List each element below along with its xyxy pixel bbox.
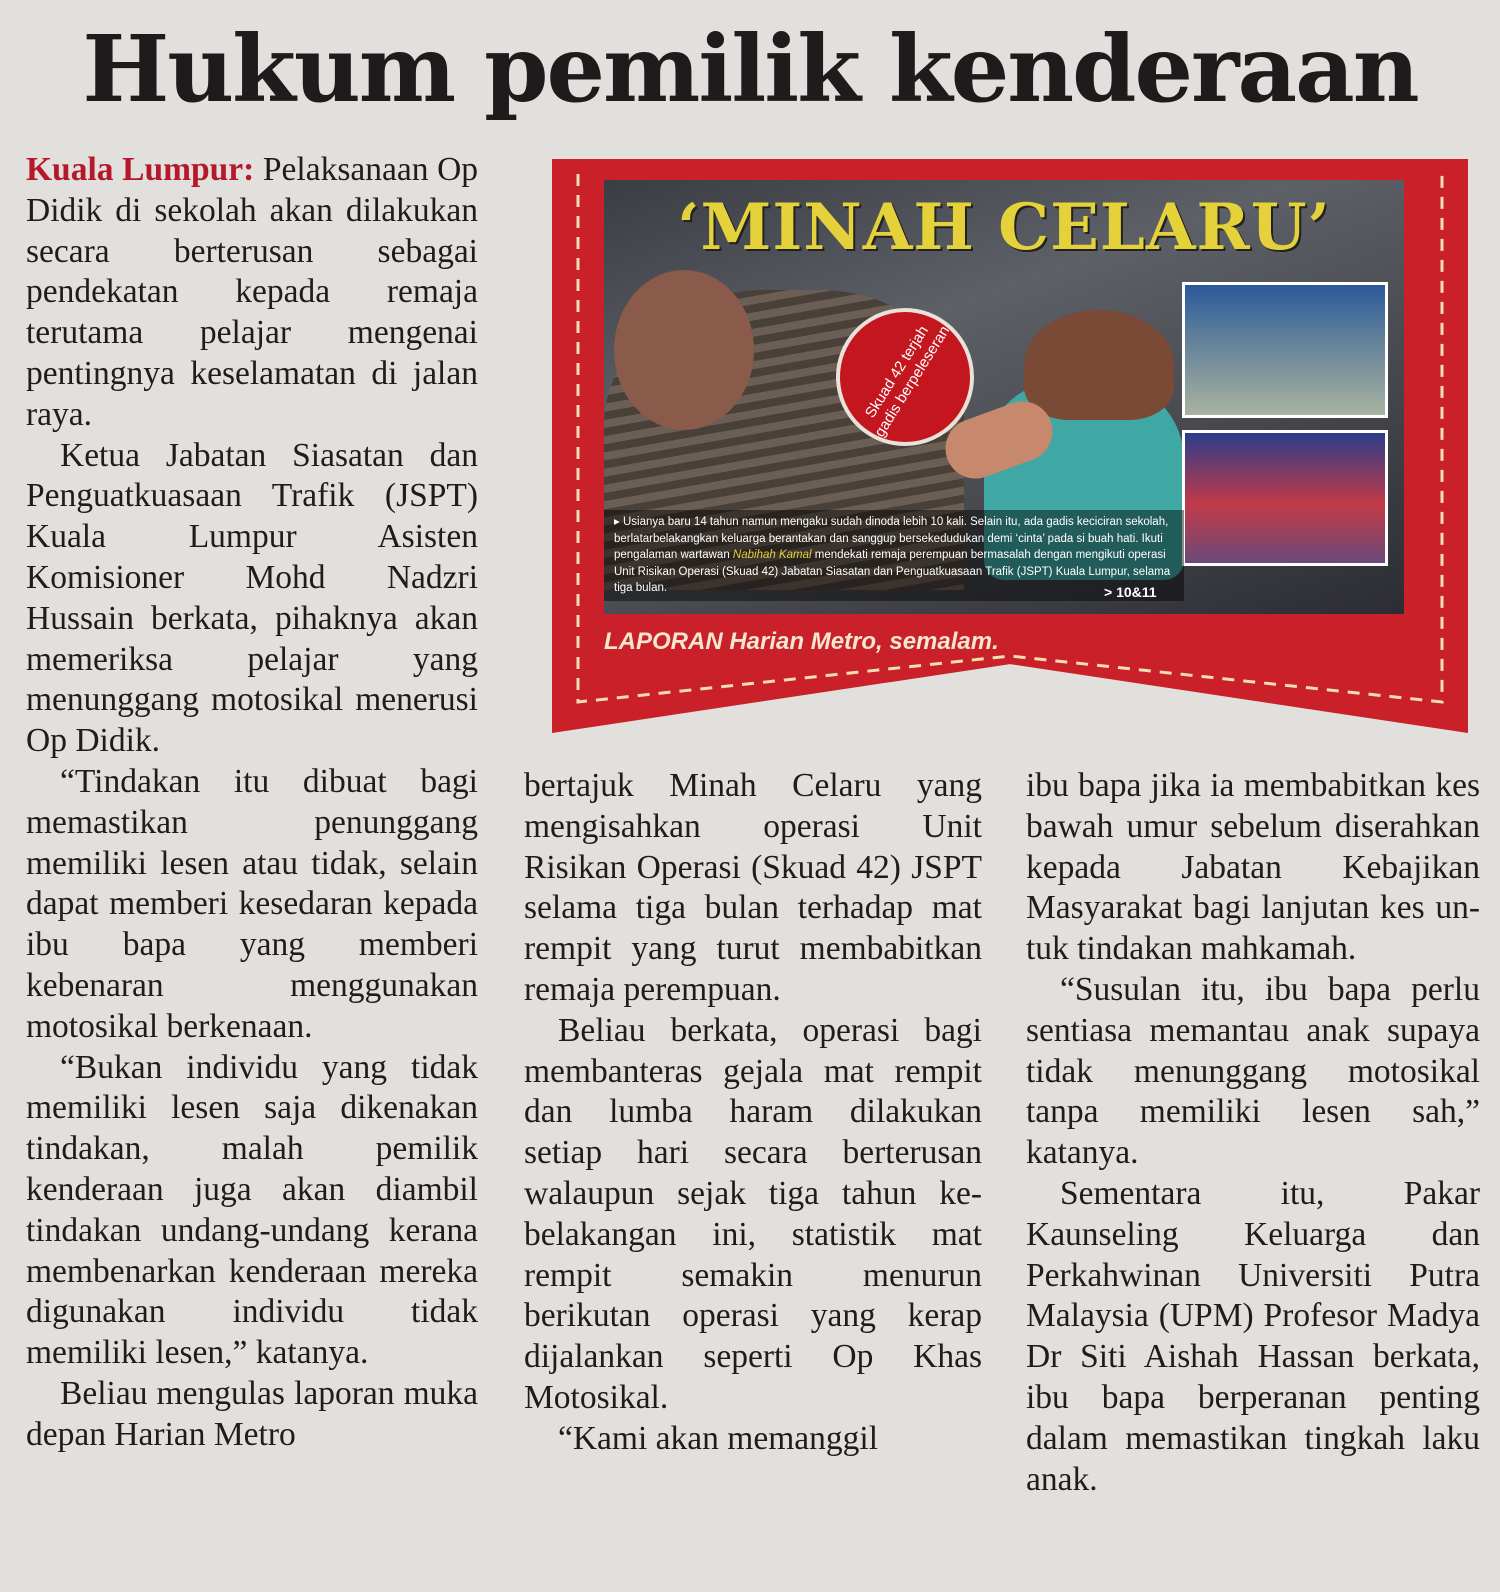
paragraph: “Bukan individu yang tidak memiliki lesen saja dikenakan tindakan, malah pemilik kenderaan juga akan diambil tindakan undang-undang kerana membenarkan kenderaan mereka digunakan individu tidak memiliki lesen,” katanya.	[26, 1048, 478, 1372]
inset-photo-crowd	[1182, 430, 1388, 566]
article-column-3	[1026, 766, 1480, 1500]
inset-photo-motorcycles	[1182, 282, 1388, 418]
promo-caption	[604, 510, 1184, 601]
promo-badge-text: Skuad 42 terjah gadis berpeleseran	[861, 322, 954, 441]
photo-hair	[614, 270, 754, 430]
paragraph: “Kami akan memanggil	[558, 1419, 879, 1457]
paragraph	[26, 150, 478, 436]
promo-caption-text: mendekati remaja perempuan bermasalah dengan mengikuti operasi Unit Risikan Operasi (Skuad 42) Jabatan Siasatan dan Penguatkuasaan Trafik (JSPT) Kuala Lumpur, selama tiga bulan.	[614, 549, 1171, 594]
headline: Hukum pemilik kenderaan	[82, 15, 1418, 123]
article-column-1	[26, 150, 478, 1456]
promo-page-ref: > 10&11	[1104, 584, 1157, 600]
paragraph: “Susulan itu, ibu bapa perlu sentiasa memantau anak supaya tidak menunggang motosikal tanpa memiliki lesen sah,” katanya.	[1026, 970, 1480, 1172]
promo-caption-text: ▸ Usianya baru 14 tahun namun mengaku sudah dinoda lebih 10 kali. Selain itu, ada gadis keciciran sekolah, berlatarbelakangkan keluarga berantakan dan sanggup bersekedudukan demi ‘cinta’ pada si buah hati. Ikuti pengalaman wartawan	[614, 516, 1169, 561]
paragraph: Beliau berkata, operasi bagi membanteras gejala mat rempit dan lumba haram dilakukan setiap hari secara berterusan walaupun sejak tiga tahun kebelakangan ini, statistik mat rempit semakin menurun berikutan operasi yang kerap dijalankan seperti Op Khas Motosikal.	[524, 1011, 982, 1416]
promo-reporter: Nabihah Kamal	[732, 549, 812, 561]
paragraph: Beliau mengulas laporan muka depan Harian Metro	[26, 1374, 478, 1453]
promo-cover-image	[604, 180, 1404, 614]
paragraph: ibu bapa jika ia membabitkan kes bawah umur sebelum diserahkan kepada Jabatan Kebajikan Masyarakat bagi lanjutan kes untuk tindakan mahkamah.	[1026, 767, 1480, 968]
photo-hair	[1024, 310, 1174, 420]
paragraph: bertajuk Minah Celaru yang mengisahkan operasi Unit Risikan Operasi (Skuad 42) JSPT selama tiga bulan terhadap mat rempit yang turut membabitkan remaja perempuan.	[524, 767, 982, 1008]
paragraph-text: Pelaksanaan Op Didik di sekolah akan dilakukan secara berterusan sebagai pendekatan kepada remaja terutama pelajar mengenai pentingnya keselamatan di jalan raya.	[26, 151, 479, 433]
dateline: Kuala Lumpur:	[26, 151, 255, 188]
paragraph: “Tindakan itu dibuat bagi memastikan penunggang memiliki lesen atau tidak, selain dapat memberi kesedaran kepada ibu bapa yang memberi kebenaran menggunakan motosikal berkenaan.	[26, 762, 478, 1045]
paragraph: Sementara itu, Pakar Kaunseling Keluarga dan Perkahwinan Universiti Putra Malaysia (UPM) Profesor Madya Dr Siti Aishah Hassan berkata, ibu bapa berperanan penting dalam memastikan tingkah laku anak.	[1026, 1174, 1480, 1498]
article-column-2	[524, 766, 982, 1460]
promo-title: ‘MINAH CELARU’	[677, 190, 1331, 265]
promo-label: LAPORAN Harian Metro, semalam.	[604, 628, 999, 655]
paragraph: Ketua Jabatan Siasatan dan Penguatkuasaan Trafik (JSPT) Kuala Lumpur Asisten Komisioner Mohd Nadzri Hussain berkata, pihaknya akan memeriksa pelajar yang menunggang motosikal menerusi Op Didik.	[26, 436, 478, 760]
